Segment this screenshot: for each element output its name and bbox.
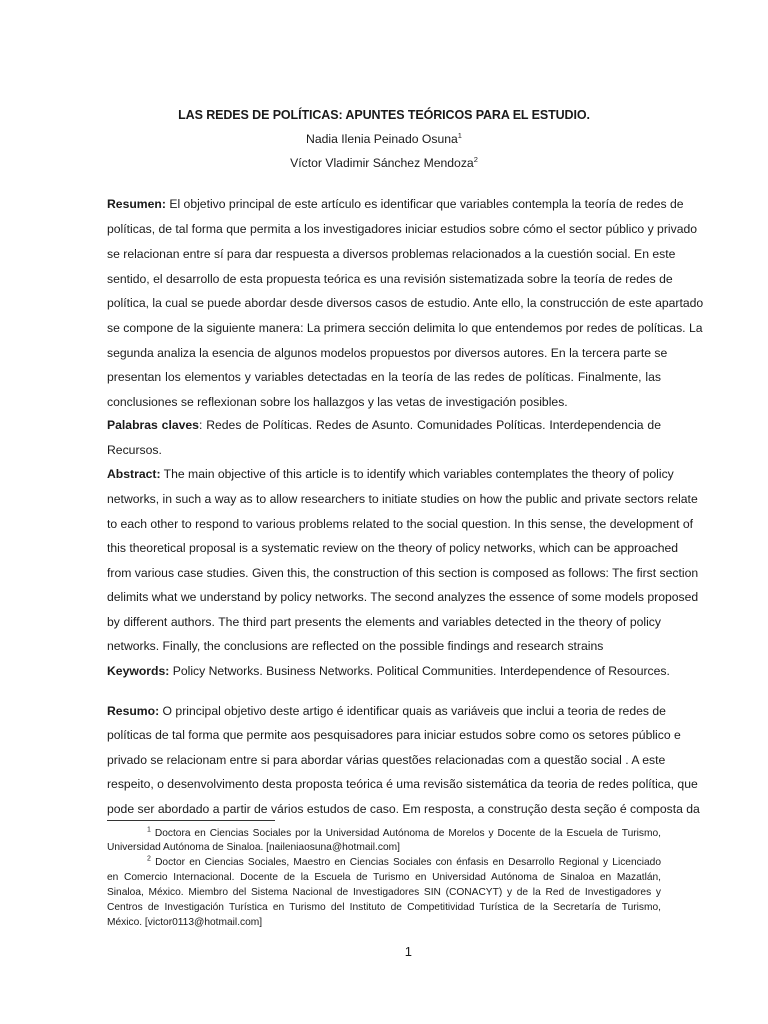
resumen-line: se relacionan entre sí para dar respuesta a diversos problemas relacionados a la cuestión social. En este — [107, 247, 676, 261]
resumen-line: presentan los elementos y variables detectadas en la teoría de las redes de políticas. Finalmente, las — [107, 370, 661, 384]
footnote-line: $^2$ Doctor en Ciencias Sociales, Maestro en Ciencias Sociales con énfasis en Desarrollo Regional y Licenciado — [147, 855, 661, 868]
footnote-mark[interactable]: 2 — [473, 154, 478, 164]
abstract-line: networks. Finally, the conclusions are reflected on the possible findings and research strains — [107, 639, 604, 653]
resumo-line: pode ser abordado a partir de vários estudos de caso. Em resposta, a construção desta seção é composta da — [107, 802, 700, 816]
resumo-line: Resumo: O principal objetivo deste artigo é identificar quais as variáveis que inclui a teoria de redes de — [107, 704, 666, 718]
abstract-line: from various case studies. Given this, the construction of this section is composed as follows: The first section — [107, 566, 699, 580]
abstract-line: networks, in such a way as to allow researchers to initiate studies on how the public and private sectors relate — [107, 492, 698, 506]
paper-title: LAS REDES DE POLÍTICAS: APUNTES TEÓRICOS PARA EL ESTUDIO. — [178, 108, 590, 122]
resumen-line: sentido, el desarrollo de esta propuesta teórica es una revisión sistematizada sobre la teoría de redes de — [107, 272, 673, 286]
resumen-line: se compone de la siguiente manera: La primera sección delimita lo que entendemos por redes de políticas. La — [107, 321, 703, 335]
footnote-mark: 2 — [147, 855, 151, 863]
resumen-line: políticas, de tal forma que permita a los investigadores iniciar estudios sobre cómo el sector público y privado — [107, 222, 698, 236]
author-name: Nadia Ilenia Peinado Osuna — [306, 132, 458, 146]
abstract-label: Abstract: — [107, 467, 161, 481]
abstract-line: Abstract: The main objective of this article is to identify which variables contemplates the theory of policy — [107, 467, 674, 481]
footnote-line: Sinaloa, México. Miembro del Sistema Nacional de Investigadores SIN (CONACYT) y de la Red de Investigadores y — [107, 887, 661, 898]
page-number: 1 — [404, 944, 412, 959]
abstract-line: to each other to respond to various problems related to the social question. In this sense, the development of — [107, 517, 694, 531]
author-1 — [0, 132, 768, 146]
resumo-line: respeito, o desenvolvimento desta proposta teórica é uma revisão sistemática da teoria de redes política, que — [107, 777, 698, 791]
resumen-line: segunda analiza la esencia de algunos modelos propuestos por diversos autores. En la tercera parte se — [107, 346, 668, 360]
keywords-label: Keywords: — [107, 664, 170, 678]
footnote-line: en Comercio Internacional. Docente de la Escuela de Turismo en Universidad Autónoma de Sinaloa en Mazatlán, — [107, 872, 661, 883]
resumo-label: Resumo: — [107, 704, 160, 718]
abstract-line: this theoretical proposal is a systematic review on the theory of policy networks, which can be approached — [107, 541, 679, 555]
footnote-mark: 1 — [147, 826, 151, 834]
palabras-label: Palabras claves — [107, 418, 199, 432]
resumen-label: Resumen: — [107, 197, 166, 211]
footnote-divider — [107, 820, 275, 821]
keywords-line: Keywords: Policy Networks. Business Networks. Political Communities. Interdependence of Resources. — [107, 664, 670, 678]
footnote-line: Centros de Investigación Turística en Turismo del Instituto de Competitividad Turística de la Secretaría de Turismo, — [107, 902, 661, 913]
author-name: Víctor Vladimir Sánchez Mendoza — [290, 156, 474, 170]
abstract-line: delimits what we understand by policy networks. The second analyzes the essence of some models proposed — [107, 590, 699, 604]
footnote-line: Universidad Autónoma de Sinaloa. [naileniaosuna@hotmail.com] — [107, 842, 400, 853]
resumen-line: Resumen: El objetivo principal de este artículo es identificar que variables contempla la teoría de redes de — [107, 197, 684, 211]
resumo-line: políticas de tal forma que permite aos pesquisadores para iniciar estudos sobre como os setores público e — [107, 728, 681, 742]
abstract-line: by different authors. The third part presents the elements and variables detected in the theory of policy — [107, 615, 661, 629]
resumen-line: conclusiones se reflexionan sobre los hallazgos y las vetas de investigación posibles. — [107, 395, 568, 409]
footnote-line: México. [victor0113@hotmail.com] — [107, 917, 263, 928]
resumen-line: política, la cual se puede abordar desde diversos casos de estudio. Ante ello, la construcción de este apartado — [107, 296, 704, 310]
footnote-line: $^1$ Doctora en Ciencias Sociales por la Universidad Autónoma de Morelos y Docente de la Escuela de Turismo, — [147, 826, 661, 839]
palabras-line: Recursos. — [107, 443, 162, 457]
palabras-line: Palabras claves: Redes de Políticas. Redes de Asunto. Comunidades Políticas. Interdependencia de — [107, 418, 661, 432]
resumo-line: privado se relacionam entre si para abordar várias questões relacionadas com a questão social . A este — [107, 753, 666, 767]
author-2 — [0, 156, 768, 170]
footnote-mark[interactable]: 1 — [457, 130, 462, 140]
